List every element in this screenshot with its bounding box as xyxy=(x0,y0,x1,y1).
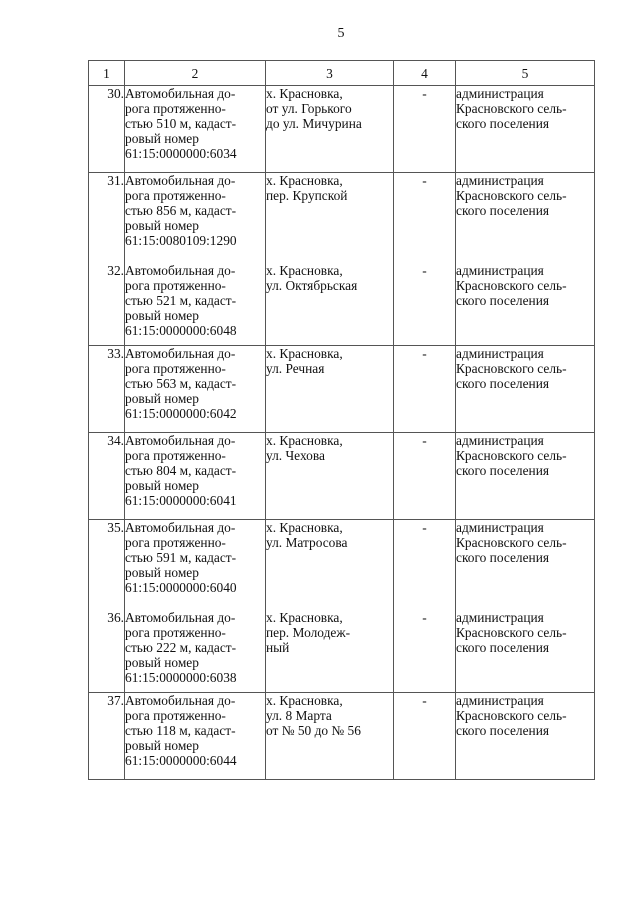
table-row-group xyxy=(89,520,595,693)
object-address: х. Красновка, ул. 8 Марта от № 50 до № 56 xyxy=(266,693,394,780)
object-description: Автомобильная до- рога протяженно- стью 222 м, кадаст- ровый номер 61:15:0000000:6038 xyxy=(125,610,237,685)
table-row-group xyxy=(89,173,595,346)
table-header-row xyxy=(89,61,595,86)
table-row xyxy=(89,86,595,173)
table-row xyxy=(89,346,595,433)
object-description: Автомобильная до- рога протяженно- стью 591 м, кадаст- ровый номер 61:15:0000000:6040 xyxy=(125,520,237,595)
owner: администрация Красновского сель- ского поселения xyxy=(456,693,595,780)
column-4-value: - xyxy=(394,86,456,173)
row-number: 30. xyxy=(89,86,125,173)
object-description-group xyxy=(125,173,266,346)
owner: администрация Красновского сель- ского поселения xyxy=(456,86,595,173)
column-4-value: - xyxy=(422,520,427,535)
row-number: 35. xyxy=(107,520,124,535)
table-row xyxy=(89,693,595,780)
object-address: х. Красновка, пер. Молодеж- ный xyxy=(266,610,351,655)
object-description: Автомобильная до- рога протяженно- стью 856 м, кадаст- ровый номер 61:15:0080109:1290 xyxy=(125,173,237,248)
owner-group xyxy=(456,520,595,693)
owner: администрация Красновского сель- ского поселения xyxy=(456,346,595,433)
column-4-value: - xyxy=(422,263,427,278)
object-description-group xyxy=(125,520,266,693)
owner: администрация Красновского сель- ского поселения xyxy=(456,433,595,520)
object-description: Автомобильная до- рога протяженно- стью 510 м, кадаст- ровый номер 61:15:0000000:6034 xyxy=(125,86,266,173)
object-description: Автомобильная до- рога протяженно- стью 521 м, кадаст- ровый номер 61:15:0000000:6048 xyxy=(125,263,237,338)
object-address: х. Красновка, ул. Чехова xyxy=(266,433,394,520)
row-number: 34. xyxy=(89,433,125,520)
column-header-1: 1 xyxy=(89,61,125,86)
column-header-2: 2 xyxy=(125,61,266,86)
object-address: х. Красновка, от ул. Горького до ул. Мичурина xyxy=(266,86,394,173)
object-address: х. Красновка, ул. Октябрьская xyxy=(266,263,358,293)
column-header-4: 4 xyxy=(394,61,456,86)
row-number: 36. xyxy=(107,610,124,625)
owner: администрация Красновского сель- ского поселения xyxy=(456,520,567,565)
object-description: Автомобильная до- рога протяженно- стью 118 м, кадаст- ровый номер 61:15:0000000:6044 xyxy=(125,693,266,780)
column-4-group xyxy=(394,173,456,346)
column-4-value: - xyxy=(394,693,456,780)
owner: администрация Красновского сель- ского поселения xyxy=(456,610,567,655)
object-address: х. Красновка, ул. Матросова xyxy=(266,520,348,550)
row-number-group xyxy=(89,173,125,346)
column-4-value: - xyxy=(394,433,456,520)
column-4-value: - xyxy=(422,610,427,625)
object-address: х. Красновка, ул. Речная xyxy=(266,346,394,433)
registry-table xyxy=(88,60,595,780)
object-address-group xyxy=(266,173,394,346)
row-number: 33. xyxy=(89,346,125,433)
column-4-group xyxy=(394,520,456,693)
column-4-value: - xyxy=(422,173,427,188)
object-description: Автомобильная до- рога протяженно- стью 563 м, кадаст- ровый номер 61:15:0000000:6042 xyxy=(125,346,266,433)
column-4-value: - xyxy=(394,346,456,433)
page-number: 5 xyxy=(337,26,345,41)
owner-group xyxy=(456,173,595,346)
column-header-3: 3 xyxy=(266,61,394,86)
object-description: Автомобильная до- рога протяженно- стью 804 м, кадаст- ровый номер 61:15:0000000:6041 xyxy=(125,433,266,520)
row-number-group xyxy=(89,520,125,693)
row-number: 32. xyxy=(107,263,124,278)
row-number: 37. xyxy=(89,693,125,780)
column-header-5: 5 xyxy=(456,61,595,86)
owner: администрация Красновского сель- ского поселения xyxy=(456,173,567,218)
object-address: х. Красновка, пер. Крупской xyxy=(266,173,348,203)
owner: администрация Красновского сель- ского поселения xyxy=(456,263,567,308)
object-address-group xyxy=(266,520,394,693)
row-number: 31. xyxy=(107,173,124,188)
table-row xyxy=(89,433,595,520)
